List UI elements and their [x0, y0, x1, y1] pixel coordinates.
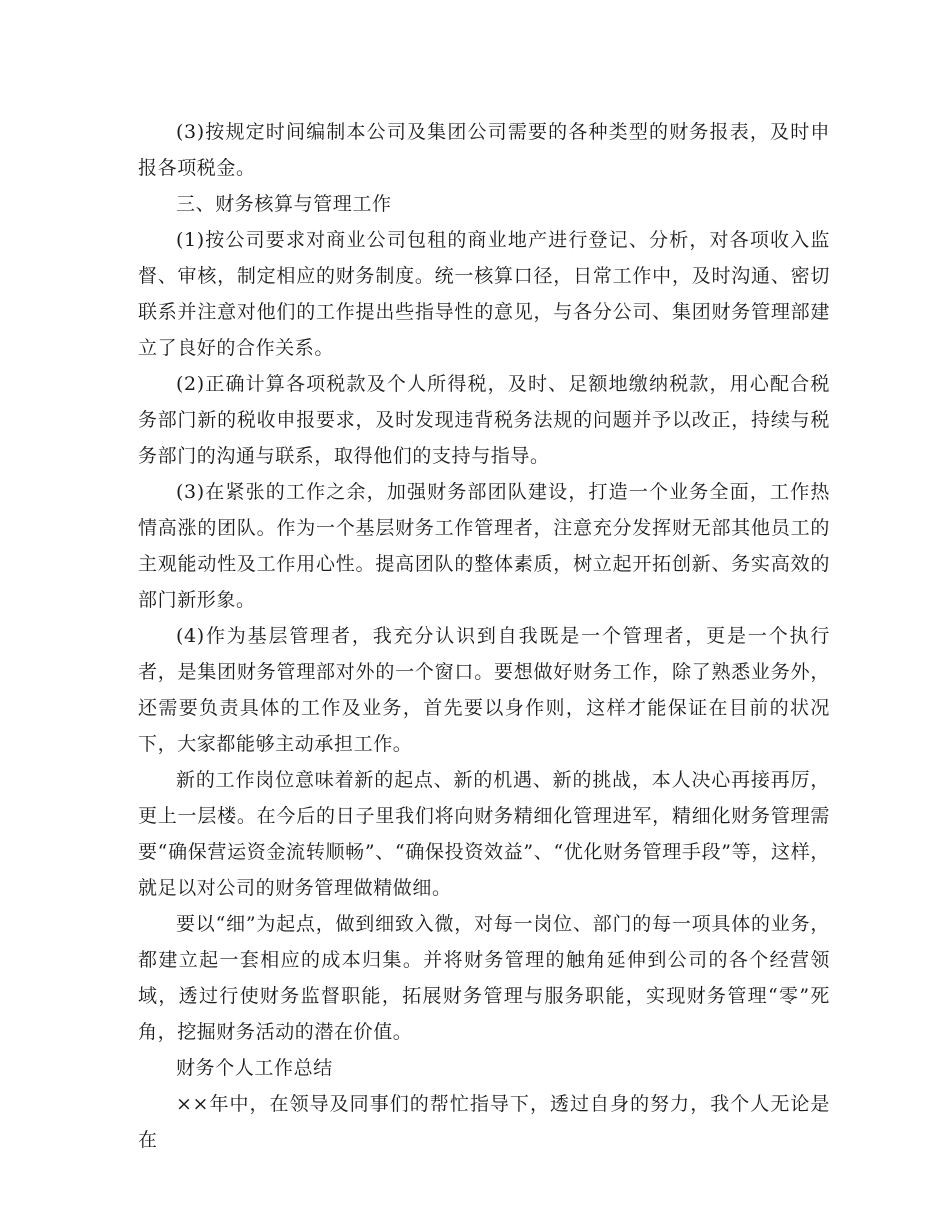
paragraph-detail-focus: 要以“细”为起点，做到细致入微，对每一岗位、部门的每一项具体的业务，都建立起一套相应的成本归集。并将财务管理的触角延伸到公司的各个经营领域，透过行使财务监督职能，拓展财务管理与服务职能，实现财务管理“零”死角，挖掘财务活动的潜在价值。: [138, 913, 830, 1043]
paragraph-item-2-taxes: (2)正确计算各项税款及个人所得税，及时、足额地缴纳税款，用心配合税务部门新的税收申报要求，及时发现违背税务法规的问题并予以改正，持续与税务部门的沟通与联系，取得他们的支持与指导。: [138, 373, 830, 467]
paragraph-item-4-manager-role: (4)作为基层管理者，我充分认识到自我既是一个管理者，更是一个执行者，是集团财务管理部对外的一个窗口。要想做好财务工作，除了熟悉业务外，还需要负责具体的工作及业务，首先要以身作则，这样才能保证在目前的状况下，大家都能够主动承担工作。: [138, 625, 830, 755]
section-heading-accounting-management: 三、财务核算与管理工作: [176, 193, 392, 215]
paragraph-year-summary: ××年中，在领导及同事们的帮忙指导下，透过自身的努力，我个人无论是在: [138, 1093, 830, 1151]
paragraph-item-3-team-building: (3)在紧张的工作之余，加强财务部团队建设，打造一个业务全面，工作热情高涨的团队。作为一个基层财务工作管理者，注意充分发挥财无部其他员工的主观能动性及工作用心性。提高团队的整体素质，树立起开拓创新、务实高效的部门新形象。: [138, 481, 830, 611]
section-heading-personal-summary: 财务个人工作总结: [176, 1057, 333, 1079]
paragraph-item-1-commercial-property: (1)按公司要求对商业公司包租的商业地产进行登记、分析，对各项收入监督、审核，制定相应的财务制度。统一核算口径，日常工作中，及时沟通、密切联系并注意对他们的工作提出些指导性的意见，与各分公司、集团财务管理部建立了良好的合作关系。: [138, 229, 830, 359]
paragraph-new-position: 新的工作岗位意味着新的起点、新的机遇、新的挑战，本人决心再接再厉，更上一层楼。在今后的日子里我们将向财务精细化管理进军，精细化财务管理需要“确保营运资金流转顺畅”、“确保投资效益”、“优化财务管理手段”等，这样，就足以对公司的财务管理做精做细。: [138, 769, 830, 899]
document-body: [138, 114, 830, 1158]
paragraph-item-3-reports: (3)按规定时间编制本公司及集团公司需要的各种类型的财务报表，及时申报各项税金。: [138, 121, 830, 179]
